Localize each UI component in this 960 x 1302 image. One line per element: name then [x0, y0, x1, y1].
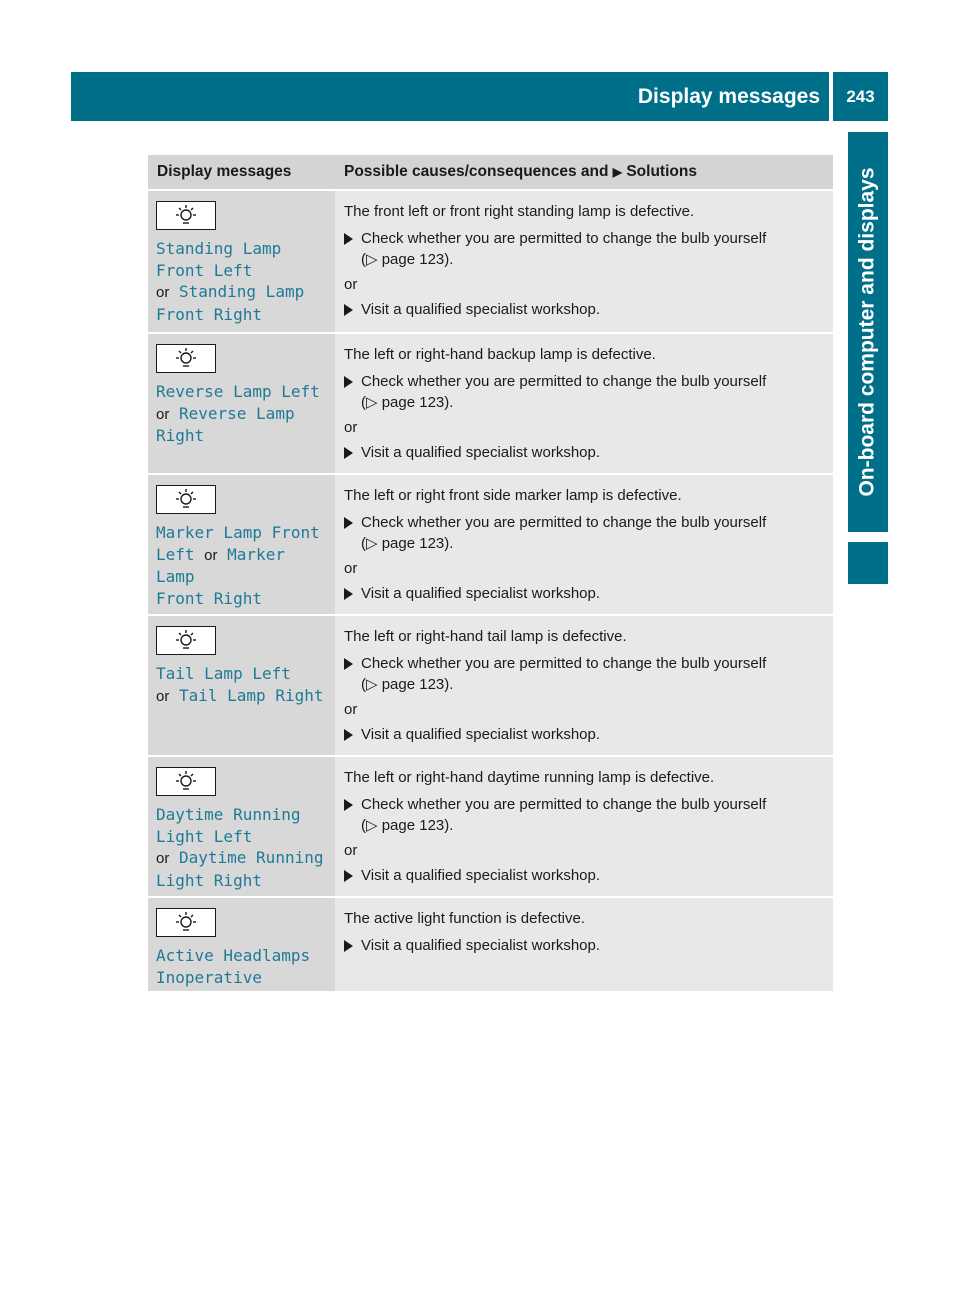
message-cell [148, 898, 335, 991]
chapter-tab-label: On-board computer and displays [856, 167, 879, 497]
solution-cell [335, 334, 833, 473]
step-arrow-icon [344, 658, 353, 670]
step-text: Visit a qualified specialist workshop. [361, 444, 601, 461]
page-reference: (▷ page 123). [361, 251, 454, 268]
table-header [148, 155, 833, 189]
cause-text: The left or right front side marker lamp is defective. [344, 487, 682, 504]
message-cell [148, 334, 335, 473]
column-header-solutions-text: Solutions [626, 163, 697, 180]
column-header-display-messages: Display messages [157, 163, 292, 180]
column-header-causes-text: Possible causes/consequences and [344, 163, 609, 180]
step-item [344, 935, 823, 956]
step-item [344, 724, 823, 745]
solution-cell [335, 898, 833, 991]
bulb-warning-icon [156, 344, 216, 373]
step-arrow-icon [344, 940, 353, 952]
table-row [148, 755, 833, 896]
solution-cell [335, 616, 833, 755]
right-arrow-icon: ▶ [612, 165, 623, 179]
cause-text: The left or right-hand backup lamp is defective. [344, 346, 656, 363]
bulb-warning-icon [156, 626, 216, 655]
step-arrow-icon [344, 304, 353, 316]
display-message [156, 522, 327, 609]
step-text: Check whether you are permitted to change the bulb yourself [361, 514, 767, 531]
cause-text: The left or right-hand tail lamp is defective. [344, 628, 627, 645]
page-reference: (▷ page 123). [361, 817, 454, 834]
page-reference: (▷ page 123). [361, 535, 454, 552]
table-row [148, 189, 833, 332]
cause-text: The front left or front right standing lamp is defective. [344, 203, 695, 220]
solution-cell [335, 757, 833, 896]
or-separator: or [344, 560, 358, 577]
message-cell [148, 616, 335, 755]
step-text: Visit a qualified specialist workshop. [361, 301, 601, 318]
message-cell [148, 475, 335, 614]
step-item [344, 512, 823, 554]
display-message: Reverse Lamp Left [156, 382, 320, 401]
page-reference: (▷ page 123). [361, 394, 454, 411]
step-text: Visit a qualified specialist workshop. [361, 937, 601, 954]
bulb-warning-icon [156, 485, 216, 514]
page-title: Display messages [637, 84, 820, 108]
step-text: Visit a qualified specialist workshop. [361, 867, 601, 884]
display-message: Standing Lamp Front Left [156, 239, 282, 280]
cause-text: The left or right-hand daytime running lamp is defective. [344, 769, 715, 786]
display-message: Active Headlamps Inoperative [156, 946, 311, 987]
solution-cell [335, 475, 833, 614]
page-number: 243 [846, 86, 875, 106]
step-item [344, 442, 823, 463]
step-arrow-icon [344, 729, 353, 741]
chapter-marker [848, 542, 888, 584]
display-messages-table [148, 155, 833, 991]
message-cell [148, 757, 335, 896]
step-text: Visit a qualified specialist workshop. [361, 726, 601, 743]
or-label: or [156, 405, 170, 423]
display-message: Daytime Running Light Left [156, 805, 301, 846]
or-separator: or [344, 419, 358, 436]
step-item [344, 653, 823, 695]
bulb-warning-icon [156, 908, 216, 937]
step-arrow-icon [344, 870, 353, 882]
step-item [344, 583, 823, 604]
display-message-alt: Standing Lamp Front Right [156, 282, 305, 324]
solution-cell [335, 191, 833, 332]
display-message-alt: Tail Lamp Right [178, 685, 324, 705]
cause-text: The active light function is defective. [344, 910, 585, 927]
or-label: or [156, 687, 170, 705]
display-message-text: Marker Lamp Front Left [156, 523, 320, 564]
step-arrow-icon [344, 799, 353, 811]
table-row [148, 896, 833, 991]
table-row [148, 473, 833, 614]
or-separator: or [344, 276, 358, 293]
step-arrow-icon [344, 517, 353, 529]
or-label: or [156, 284, 170, 301]
step-text: Check whether you are permitted to change the bulb yourself [361, 230, 767, 247]
table-row [148, 614, 833, 755]
display-message-alt: Daytime Running Light Right [156, 848, 324, 890]
display-message-alt: Reverse Lamp Right [156, 403, 295, 445]
step-item [344, 865, 823, 886]
display-message: Tail Lamp Left [156, 664, 291, 683]
step-arrow-icon [344, 233, 353, 245]
bulb-warning-icon [156, 201, 216, 230]
step-item [344, 228, 823, 270]
page-reference: (▷ page 123). [361, 676, 454, 693]
or-separator: or [344, 842, 358, 859]
or-label: or [204, 546, 218, 564]
bulb-warning-icon [156, 767, 216, 796]
step-item [344, 299, 823, 320]
step-arrow-icon [344, 376, 353, 388]
or-label: or [156, 850, 170, 867]
step-text: Check whether you are permitted to change the bulb yourself [361, 655, 767, 672]
step-text: Visit a qualified specialist workshop. [361, 585, 601, 602]
step-item [344, 371, 823, 413]
step-item [344, 794, 823, 836]
message-cell [148, 191, 335, 332]
chapter-tab-label-wrap [848, 132, 888, 532]
step-text: Check whether you are permitted to change the bulb yourself [361, 373, 767, 390]
display-message-alt: Marker Lamp Front Right [156, 544, 285, 608]
column-header-causes [335, 163, 833, 181]
table-row [148, 332, 833, 473]
step-arrow-icon [344, 588, 353, 600]
step-arrow-icon [344, 447, 353, 459]
or-separator: or [344, 701, 358, 718]
step-text: Check whether you are permitted to change the bulb yourself [361, 796, 767, 813]
